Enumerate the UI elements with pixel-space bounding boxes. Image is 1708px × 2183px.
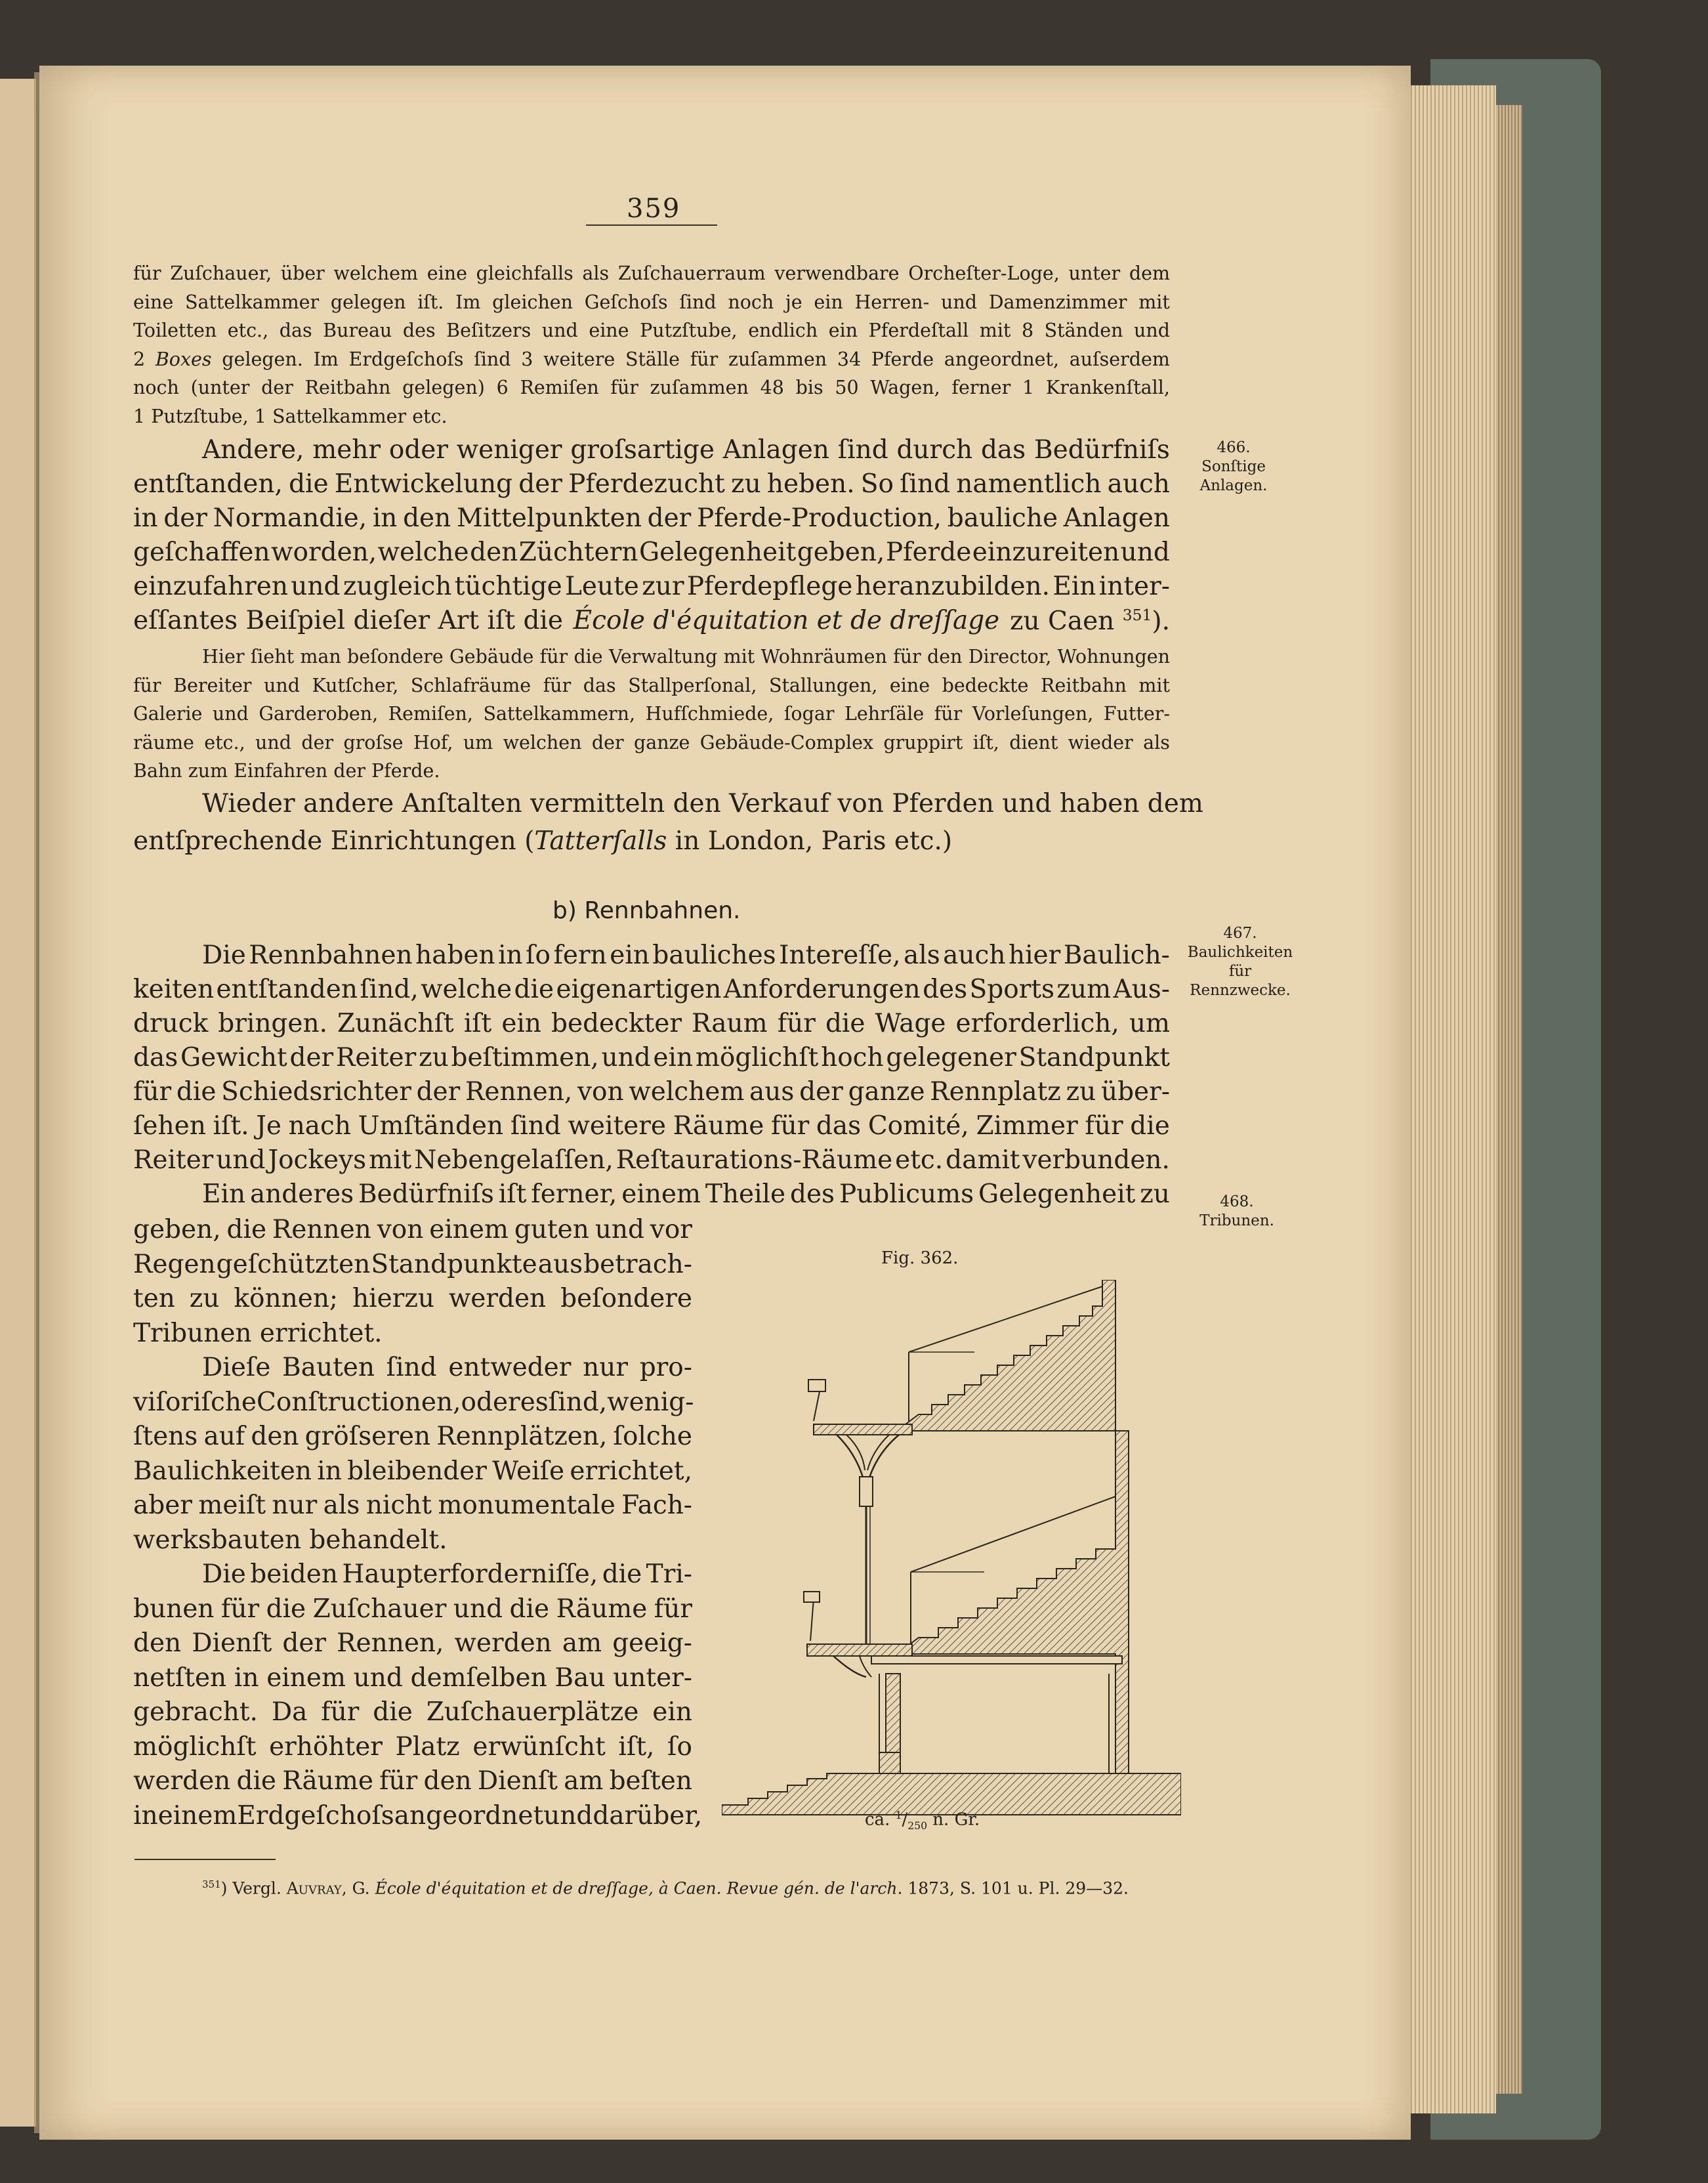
figure-label: Fig. 362. — [881, 1248, 959, 1268]
margin-note-number: 467. — [1223, 925, 1257, 942]
footnote-rule — [135, 1859, 276, 1860]
text-line: viſoriſche Conſtructionen, oder es ſind, wenig- — [133, 1387, 694, 1417]
page-edges — [1404, 85, 1496, 2113]
text-line: einzufahren und zugleich tüchtige Leute zur Pferdepflege heranzubilden. Ein inter- — [133, 572, 1170, 601]
text-line: für Bereiter und Kutſcher, Schlafräume für das Stallperſonal, Stallungen, eine bedeckte Reitbahn mit — [133, 674, 1170, 696]
text-segment: ). — [1152, 606, 1170, 636]
text-line: räume etc., und der groſse Hof, um welchen der ganze Gebäude-Complex gruppirt iſt, dient wieder als — [133, 731, 1170, 753]
text-line: keiten entſtanden ſind, welche die eigenartigen Anforderungen des Sports zum Aus- — [133, 975, 1170, 1004]
text-line: entſtanden, die Entwickelung der Pferdezucht zu heben. So ſind namentlich auch — [133, 469, 1170, 499]
text-line: Tribunen errichtet. — [133, 1318, 383, 1348]
margin-note-number: 466. — [1217, 439, 1251, 456]
text-segment: zu Caen — [1009, 606, 1115, 636]
lower-stand — [804, 1431, 1129, 1779]
text-line: druck bringen. Zunächſt iſt ein bedeckter Raum für die Wage erforderlich, um — [133, 1009, 1170, 1038]
text-line: bunen für die Zuſchauer und die Räume für — [133, 1594, 692, 1624]
margin-note-467 — [1181, 924, 1299, 1000]
text-line: eine Sattelkammer gelegen iſt. Im gleichen Geſchoſs ſind noch je ein Herren- und Damenzimmer mit — [133, 291, 1170, 313]
text-line: Die Rennbahnen haben in ſo fern ein bauliches Intereſſe, als auch hier Baulich- — [202, 941, 1170, 970]
text-line: Hier ſieht man beſondere Gebäude für die Verwaltung mit Wohnräumen für den Director, Wohnungen — [202, 646, 1170, 668]
text-line: noch (unter der Reitbahn gelegen) 6 Remiſen für zuſammen 48 bis 50 Wagen, ferner 1 Krankenſtall, — [133, 377, 1170, 398]
left-page-edge — [0, 79, 36, 2127]
scale-numerator: 1 — [895, 1810, 902, 1821]
page-edges-back — [1496, 105, 1522, 2094]
text-line: Die beiden Haupterforderniſſe, die Tri- — [202, 1559, 692, 1589]
text-line: ſtens auf den gröſseren Rennplätzen, ſolche — [133, 1422, 692, 1451]
text-line: in einem Erdgeſchoſs angeordnet und darüber, — [133, 1800, 703, 1831]
footnote-ref[interactable]: 351 — [1122, 606, 1152, 624]
text-line: geben, die Rennen von einem guten und vor — [133, 1215, 692, 1244]
text-line: werksbauten behandelt. — [133, 1525, 448, 1555]
text-line: den Dienſt der Rennen, werden am geeig- — [133, 1628, 692, 1658]
text-segment: entſprechende Einrichtungen ( — [133, 826, 535, 856]
footnote-text: ) Vergl. — [220, 1878, 287, 1898]
text-line: das Gewicht der Reiter zu beſtimmen, und ein möglichſt hoch gelegener Standpunkt — [133, 1043, 1170, 1072]
text-line: 1 Putzſtube, 1 Sattelkammer etc. — [133, 405, 448, 427]
text-line: geſchaffen worden, welche den Züchtern Gelegenheit geben, Pferde einzureiten und — [133, 538, 1170, 567]
text-line: Reiter und Jockeys mit Nebengelaſſen, Reſtaurations-Räume etc. damit verbunden. — [133, 1145, 1170, 1175]
margin-note-468 — [1194, 1193, 1280, 1231]
text-line: 2 Boxes gelegen. Im Erdgeſchoſs ſind 3 weitere Ställe für zuſammen 34 Pferde angeordnet, auſserdem — [133, 348, 1170, 370]
scale-denominator: 250 — [907, 1819, 928, 1832]
figure-caption: ca. $^1/_{250}$ n. Gr. — [865, 1810, 980, 1832]
footnote-text: 1873, S. 101 u. Pl. 29—32. — [902, 1878, 1129, 1898]
footnote — [202, 1878, 1129, 1897]
text-line: Toiletten etc., das Bureau des Beſitzers und eine Putzſtube, endlich ein Pferdeſtall mit 8 Ständen und — [133, 320, 1170, 341]
text-line: Ein anderes Bedürfniſs iſt ferner, einem Theile des Publicums Gelegenheit zu — [202, 1179, 1170, 1209]
text-line: möglichſt erhöhter Platz erwünſcht iſt, ſo — [133, 1731, 692, 1762]
text-line — [133, 606, 1170, 636]
margin-note-label: Sonſtige Anlagen. — [1199, 458, 1268, 494]
tribune-section-drawing — [722, 1280, 1181, 1825]
footnote-journal: Revue gén. de l'arch. — [721, 1878, 903, 1898]
text-line: aber meiſt nur als nicht monumentale Fach- — [133, 1491, 692, 1520]
text-line: Bahn zum Einfahren der Pferde. — [133, 760, 440, 782]
text-line: für die Schiedsrichter der Rennen, von welchem aus der ganze Rennplatz zu über- — [133, 1077, 1170, 1107]
margin-note-466 — [1188, 438, 1280, 496]
page-number: 359 — [627, 194, 681, 224]
page-number-rule — [586, 224, 717, 226]
ground-steps — [722, 1773, 1181, 1815]
text-line: ten zu können; hierzu werden beſondere — [133, 1284, 692, 1313]
margin-note-number: 468. — [1220, 1193, 1254, 1210]
footnote-number: 351 — [202, 1878, 221, 1890]
text-line: Andere, mehr oder weniger groſsartige Anlagen ſind durch das Bedürfniſs — [202, 435, 1170, 465]
text-line: netſten in einem und demſelben Bau unter- — [133, 1663, 692, 1693]
italic-title: École d'équitation et de dreſſage — [573, 606, 1000, 635]
text-line: in der Normandie, in den Mittelpunkten der Pferde-Production, bauliche Anlagen — [133, 503, 1170, 533]
text-line: für Zuſchauer, über welchem eine gleichfalls als Zuſchauerraum verwendbare Orcheſter-Loge, unter dem — [133, 263, 1170, 284]
text-line: Galerie und Garderoben, Remiſen, Sattelkammern, Hufſchmiede, ſogar Lehrſäle für Vorleſungen, Futter- — [133, 703, 1170, 725]
text-line — [133, 826, 952, 856]
text-line: ſehen iſt. Je nach Umſtänden ſind weitere Räume für das Comité, Zimmer für die — [133, 1111, 1170, 1141]
text-line: Regen geſchützten Standpunkte aus betrach- — [133, 1249, 692, 1279]
section-heading: b) Rennbahnen. — [552, 897, 741, 924]
footnote-text: , G. — [341, 1878, 375, 1898]
text-segment: in London, Paris etc.) — [667, 826, 953, 856]
text-line: gebracht. Da für die Zuſchauerplätze ein — [133, 1697, 692, 1727]
text-line: Wieder andere Anſtalten vermitteln den Verkauf von Pferden und haben dem — [202, 789, 1203, 818]
italic-term: Tatterſalls — [534, 826, 667, 856]
footnote-title: École d'équitation et de dreſſage, à Caen. — [375, 1878, 722, 1898]
footnote-author: Auvray — [286, 1878, 342, 1898]
caption-text: n. Gr. — [927, 1810, 980, 1830]
margin-note-label: Baulichkeiten für Rennzwecke. — [1187, 944, 1293, 999]
caption-text: ca. — [865, 1810, 896, 1830]
margin-note-label: Tribunen. — [1199, 1212, 1274, 1229]
text-line: werden die Räume für den Dienſt am beſten — [133, 1766, 692, 1796]
text-line: Baulichkeiten in bleibender Weiſe errichtet, — [133, 1456, 692, 1486]
text-segment: eſſantes Beiſpiel dieſer Art iſt die — [133, 606, 563, 635]
text-line: Dieſe Bauten ſind entweder nur pro- — [202, 1353, 692, 1382]
